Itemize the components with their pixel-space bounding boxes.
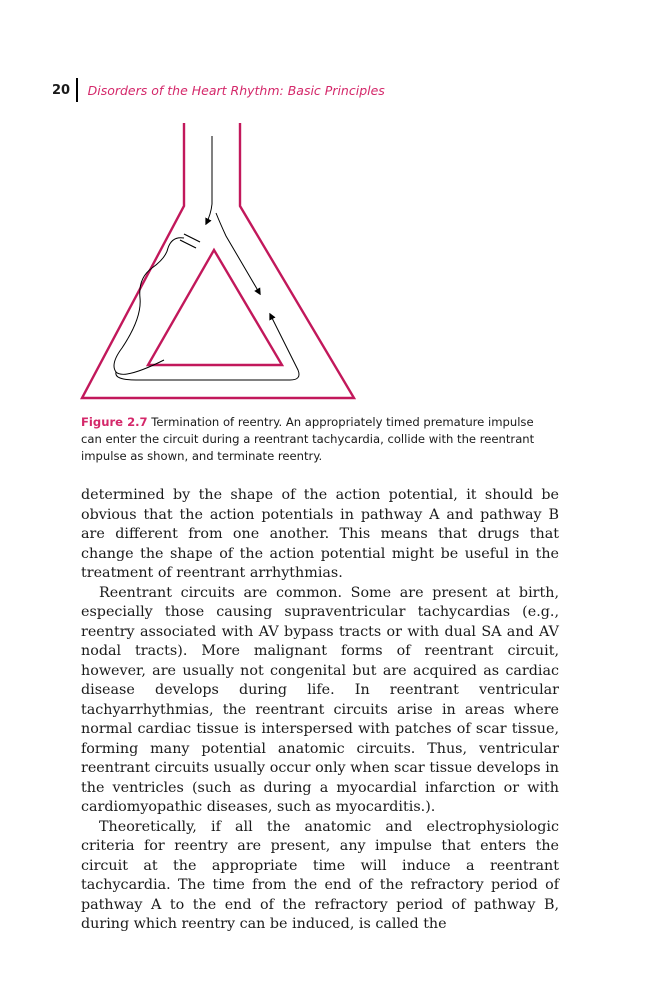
reentry-diagram xyxy=(80,118,370,408)
figure-label: Figure 2.7 xyxy=(81,415,148,429)
running-title: Disorders of the Heart Rhythm: Basic Principles xyxy=(87,82,385,98)
paragraph-2: Reentrant circuits are common. Some are present at birth, especially those causing supraventricular tachycardias (e.g., reentry associated with AV bypass tracts or with dual SA and AV nodal tracts). More malignant forms of reentrant circuit, however, are usually not congenital but are acquired as cardiac disease develops during life. In reentrant ventricular tachyarrhythmias, the reentrant circuits arise in areas where normal cardiac tissue is interspersed with patches of scar tissue, forming many potential anatomic circuits. Thus, ventricular reentrant circuits usually occur only when scar tissue develops in the ventricles (such as during a myocardial infarction or with cardiomyopathic diseases, such as myocarditis.). xyxy=(81,584,559,815)
body-text xyxy=(81,486,559,935)
collision-mark-1 xyxy=(180,240,196,248)
collision-mark-2 xyxy=(184,234,200,242)
reentrant-impulse-path xyxy=(114,238,184,375)
inner-block-triangle xyxy=(148,250,282,365)
figure-caption-text: Termination of reentry. An appropriately timed premature impulse can enter the circuit during a reentrant tachycardia, collide with the reentrant impulse as shown, and terminate reentry. xyxy=(81,415,535,463)
figure-caption xyxy=(81,414,556,465)
running-header xyxy=(52,78,385,102)
paragraph-1: determined by the shape of the action potential, it should be obvious that the action potentials in pathway A and pathway B are different from one another. This means that drugs that change the shape of the action potential might be useful in the treatment of reentrant arrhythmias. xyxy=(81,487,559,581)
header-divider xyxy=(76,78,78,102)
outer-tissue-outline xyxy=(82,123,354,398)
paragraph-3: Theoretically, if all the anatomic and electrophysiologic criteria for reentry are present, any impulse that enters the circuit at the appropriate time will induce a reentrant tachycardia. The time from the end of the refractory period of pathway A to the end of the refractory period of pathway B, during which reentry can be induced, is called the xyxy=(81,818,559,932)
entering-impulse-path xyxy=(206,136,212,224)
page-number: 20 xyxy=(52,82,71,98)
antegrade-impulse-arrow xyxy=(216,213,260,294)
figure-2-7 xyxy=(80,118,370,408)
